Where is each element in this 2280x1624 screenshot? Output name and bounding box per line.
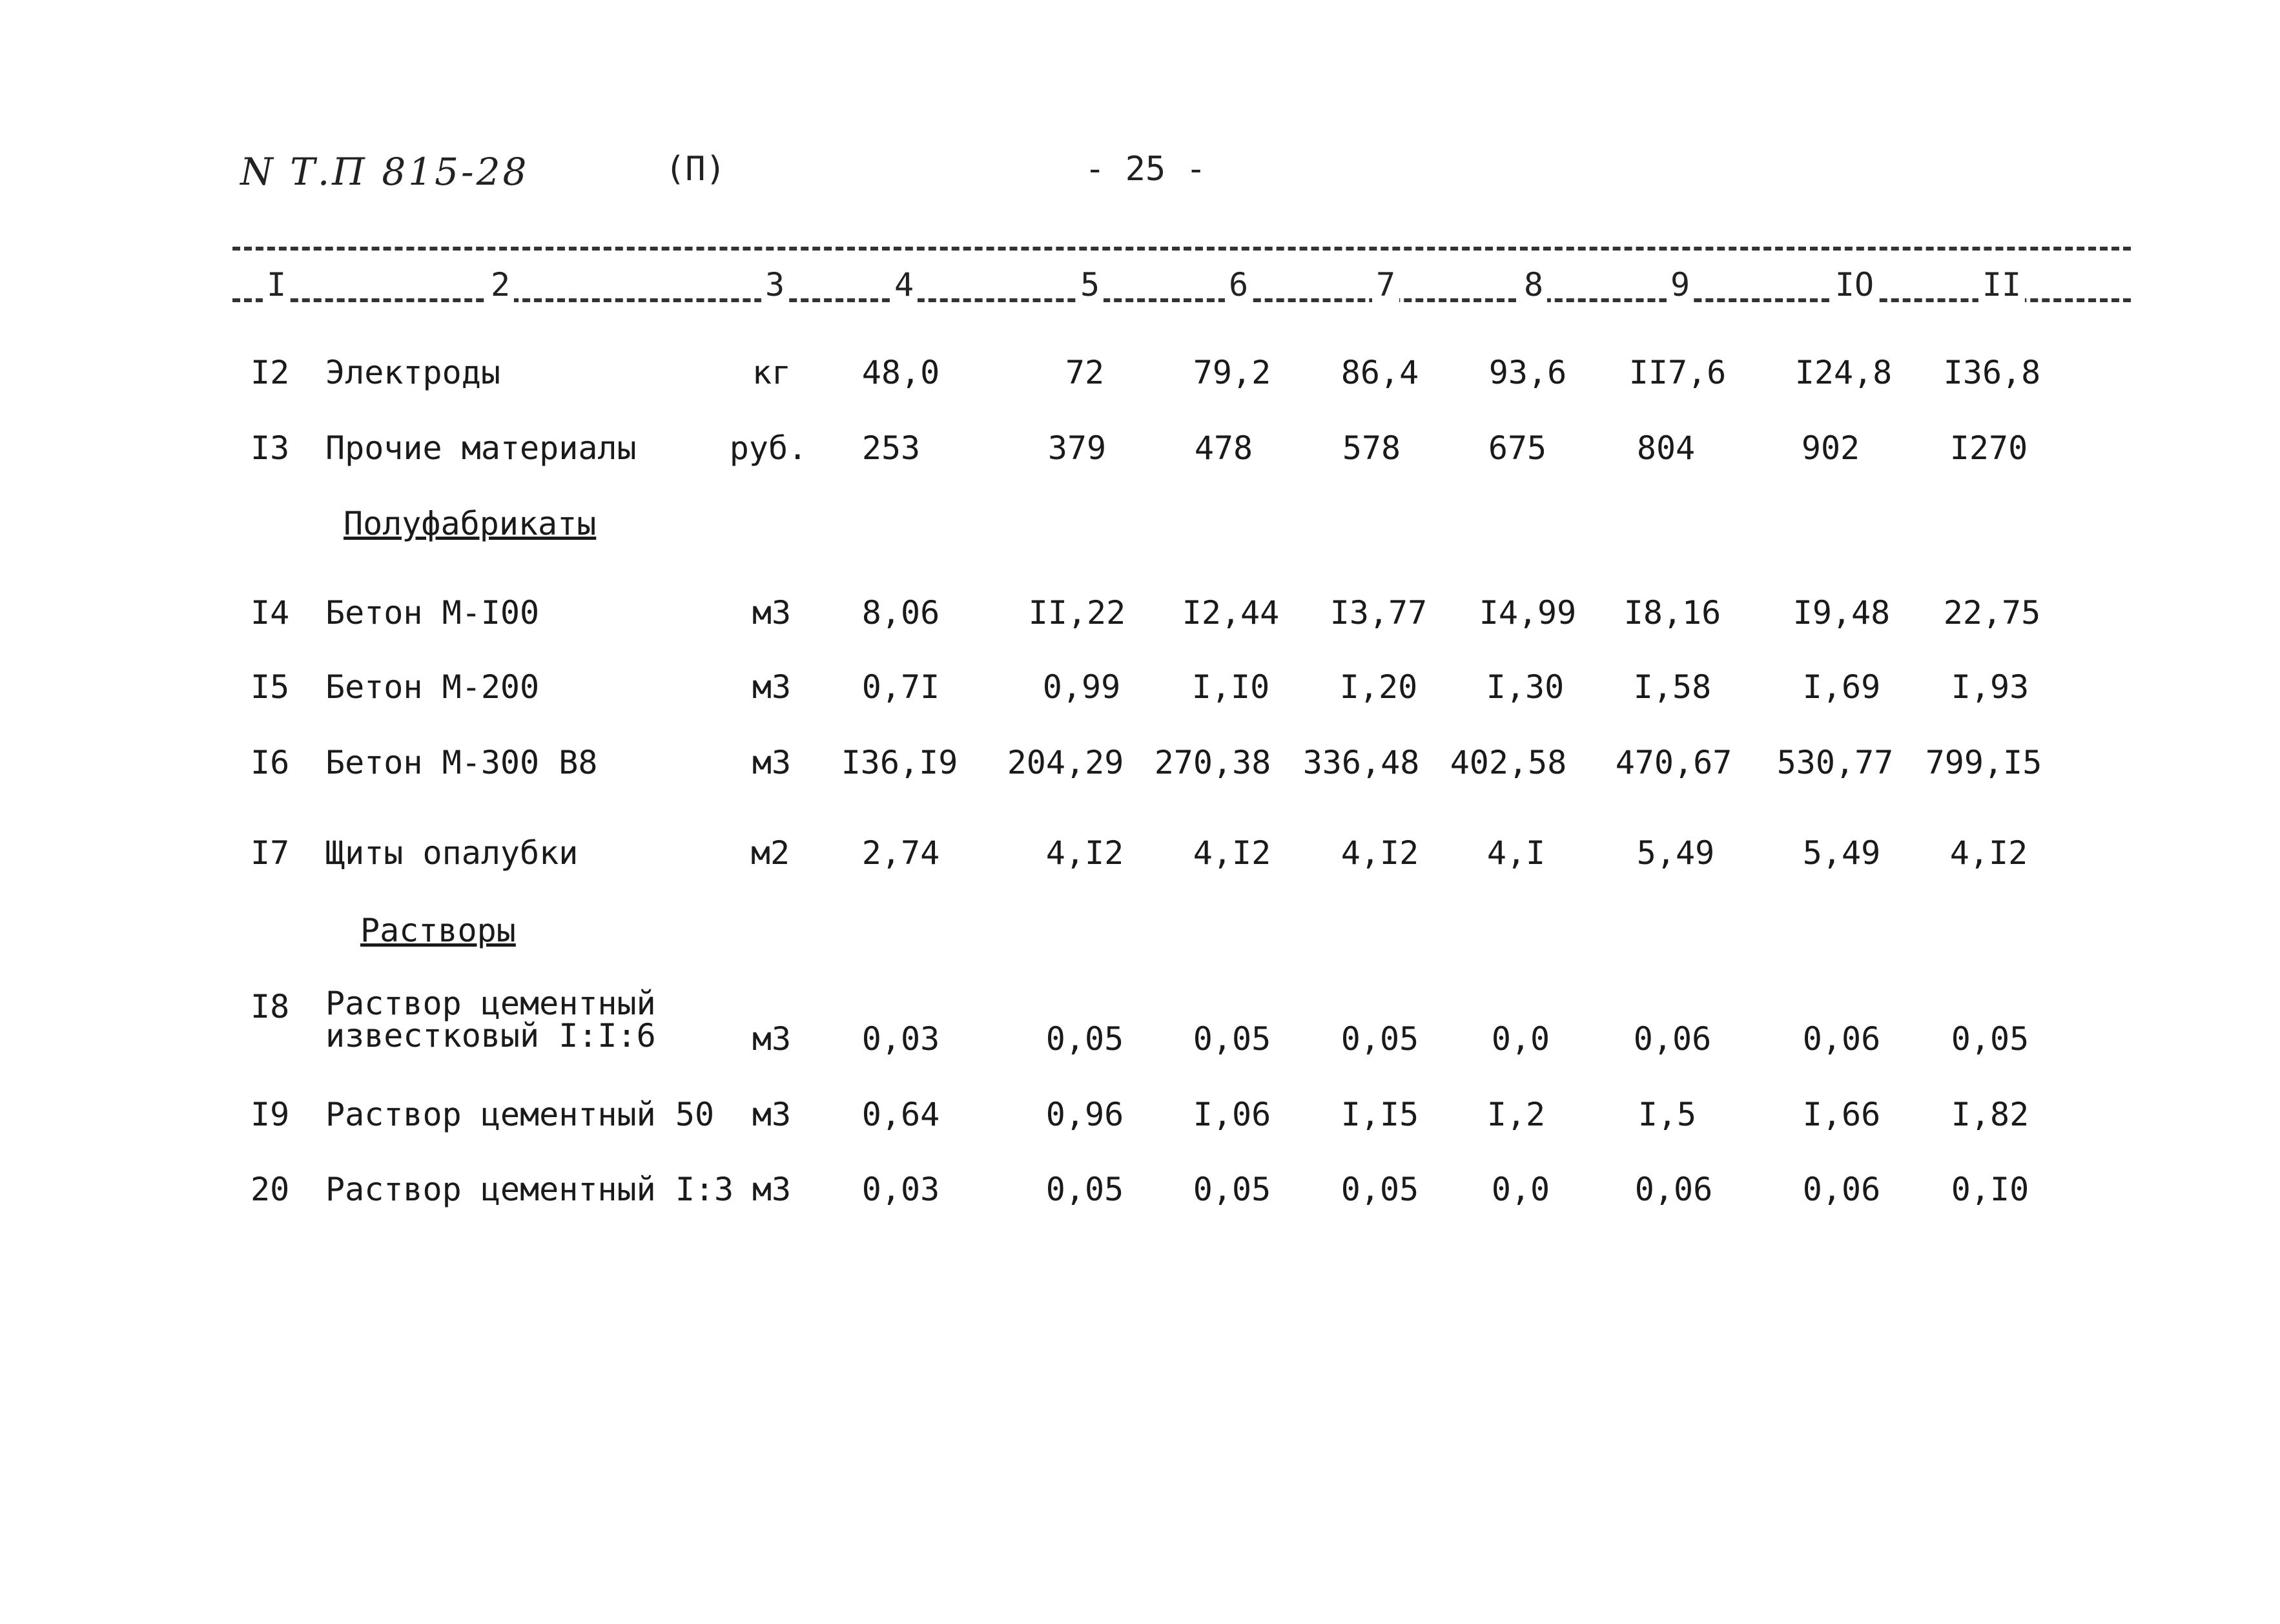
row-value-col8: I4,99 <box>1479 594 1577 632</box>
row-unit: руб. <box>729 429 808 467</box>
row-value-col6: I,I0 <box>1191 668 1270 706</box>
row-value-col10: 902 <box>1801 429 1860 467</box>
table-top-rule <box>232 247 2131 251</box>
row-value-col11: I270 <box>1949 429 2028 467</box>
row-value-col9: 5,49 <box>1636 834 1715 872</box>
row-unit: м3 <box>752 594 792 632</box>
column-number-9: 9 <box>1667 266 1694 303</box>
row-number: I7 <box>251 834 290 872</box>
row-value-col5: 0,05 <box>1045 1171 1124 1208</box>
row-value-col7: 336,48 <box>1302 744 1420 781</box>
row-value-col4: 0,03 <box>861 1020 940 1058</box>
row-value-col10: 5,49 <box>1802 834 1881 872</box>
row-number: I6 <box>251 744 290 781</box>
row-value-col5: II,22 <box>1028 594 1126 632</box>
row-value-col9: I,58 <box>1633 668 1712 706</box>
row-value-col4: 8,06 <box>861 594 940 632</box>
row-value-col11: I,93 <box>1951 668 2029 706</box>
row-value-col5: 4,I2 <box>1045 834 1124 872</box>
row-number: I4 <box>251 594 290 632</box>
row-value-col11: 0,05 <box>1951 1020 2029 1058</box>
row-value-col7: I3,77 <box>1330 594 1428 632</box>
row-name: Бетон М-300 В8 <box>325 744 598 781</box>
row-value-col11: 4,I2 <box>1949 834 2028 872</box>
row-unit: м3 <box>752 668 792 706</box>
row-number: 20 <box>251 1171 290 1208</box>
row-value-col10: 0,06 <box>1802 1020 1881 1058</box>
row-value-col8: I,30 <box>1486 668 1565 706</box>
column-number-7: 7 <box>1372 266 1399 303</box>
row-value-col7: 86,4 <box>1340 354 1419 391</box>
row-value-col10: I,66 <box>1802 1096 1881 1133</box>
row-value-col5: 0,99 <box>1042 668 1121 706</box>
column-number-10: IO <box>1831 266 1878 303</box>
document-code: N Т.П 815-28 <box>240 150 529 194</box>
row-value-col4: 48,0 <box>861 354 940 391</box>
column-number-1: I <box>263 266 290 303</box>
row-name: Электроды <box>325 354 500 391</box>
row-value-col8: 402,58 <box>1450 744 1567 781</box>
row-value-col4: 0,7I <box>861 668 940 706</box>
row-unit: м2 <box>750 834 790 872</box>
row-value-col4: 0,03 <box>861 1171 940 1208</box>
row-number: I8 <box>251 988 290 1025</box>
row-name: Бетон М-I00 <box>325 594 540 632</box>
row-value-col6: 0,05 <box>1193 1020 1271 1058</box>
row-number: I3 <box>251 429 290 467</box>
row-value-col7: 578 <box>1342 429 1401 467</box>
row-value-col10: I,69 <box>1802 668 1881 706</box>
row-value-col6: 4,I2 <box>1193 834 1271 872</box>
row-value-col5: 72 <box>1065 354 1105 391</box>
row-value-col8: 93,6 <box>1488 354 1567 391</box>
row-value-col8: 0,0 <box>1491 1171 1550 1208</box>
row-unit: м3 <box>752 744 792 781</box>
column-number-5: 5 <box>1076 266 1104 303</box>
row-value-col5: 0,05 <box>1045 1020 1124 1058</box>
row-value-col7: 0,05 <box>1340 1020 1419 1058</box>
row-value-col10: I9,48 <box>1792 594 1891 632</box>
column-number-3: 3 <box>761 266 788 303</box>
section-heading-mortars: Растворы <box>360 912 516 949</box>
row-number: I2 <box>251 354 290 391</box>
row-number: I9 <box>251 1096 290 1133</box>
row-value-col11: 22,75 <box>1943 594 2041 632</box>
row-value-col6: 270,38 <box>1154 744 1271 781</box>
row-value-col9: 0,06 <box>1633 1020 1712 1058</box>
row-value-col9: 470,67 <box>1615 744 1732 781</box>
row-value-col4: 0,64 <box>861 1096 940 1133</box>
row-name: Раствор цементный 50 <box>325 1096 715 1133</box>
row-unit: м3 <box>752 1096 792 1133</box>
row-value-col8: 675 <box>1488 429 1547 467</box>
column-number-4: 4 <box>890 266 918 303</box>
row-name: Раствор цементный I:3 <box>325 1171 734 1208</box>
row-value-col5: 379 <box>1047 429 1107 467</box>
row-value-col6: 79,2 <box>1193 354 1271 391</box>
row-value-col10: 0,06 <box>1802 1171 1881 1208</box>
row-value-col9: I,5 <box>1638 1096 1697 1133</box>
document-part: (П) <box>665 150 726 189</box>
row-number: I5 <box>251 668 290 706</box>
row-value-col8: 4,I <box>1486 834 1546 872</box>
row-value-col5: 0,96 <box>1045 1096 1124 1133</box>
page-number: - 25 - <box>1085 150 1206 189</box>
row-value-col10: I24,8 <box>1794 354 1893 391</box>
row-value-col6: 0,05 <box>1193 1171 1271 1208</box>
row-value-col7: 4,I2 <box>1340 834 1419 872</box>
row-value-col4: I36,I9 <box>841 744 958 781</box>
row-value-col6: I2,44 <box>1182 594 1280 632</box>
row-name: Щиты опалубки <box>325 834 579 872</box>
row-value-col4: 253 <box>861 429 921 467</box>
row-value-col11: 799,I5 <box>1925 744 2042 781</box>
row-value-col7: 0,05 <box>1340 1171 1419 1208</box>
column-number-8: 8 <box>1520 266 1547 303</box>
column-number-6: 6 <box>1225 266 1252 303</box>
column-number-2: 2 <box>487 266 514 303</box>
row-value-col8: 0,0 <box>1491 1020 1550 1058</box>
section-heading-semi-finished: Полуфабрикаты <box>344 505 597 542</box>
row-value-col9: I8,16 <box>1623 594 1721 632</box>
row-value-col11: I,82 <box>1951 1096 2029 1133</box>
row-value-col10: 530,77 <box>1776 744 1894 781</box>
row-name-line2: известковый I:I:6 <box>325 1017 656 1054</box>
row-unit: м3 <box>752 1020 792 1058</box>
row-value-col11: I36,8 <box>1943 354 2041 391</box>
row-value-col7: I,I5 <box>1340 1096 1419 1133</box>
row-value-col9: II7,6 <box>1628 354 1727 391</box>
column-number-11: II <box>1978 266 2025 303</box>
row-value-col9: 804 <box>1636 429 1696 467</box>
row-value-col4: 2,74 <box>861 834 940 872</box>
row-name: Прочие материалы <box>325 429 637 467</box>
row-value-col5: 204,29 <box>1007 744 1124 781</box>
row-unit: кг <box>752 354 792 391</box>
row-unit: м3 <box>752 1171 792 1208</box>
row-value-col6: 478 <box>1194 429 1253 467</box>
row-value-col8: I,2 <box>1486 1096 1546 1133</box>
row-value-col6: I,06 <box>1193 1096 1271 1133</box>
row-value-col9: 0,06 <box>1634 1171 1713 1208</box>
row-name: Раствор цементный <box>325 985 656 1022</box>
row-name: Бетон М-200 <box>325 668 540 706</box>
row-value-col7: I,20 <box>1339 668 1418 706</box>
row-value-col11: 0,I0 <box>1951 1171 2029 1208</box>
